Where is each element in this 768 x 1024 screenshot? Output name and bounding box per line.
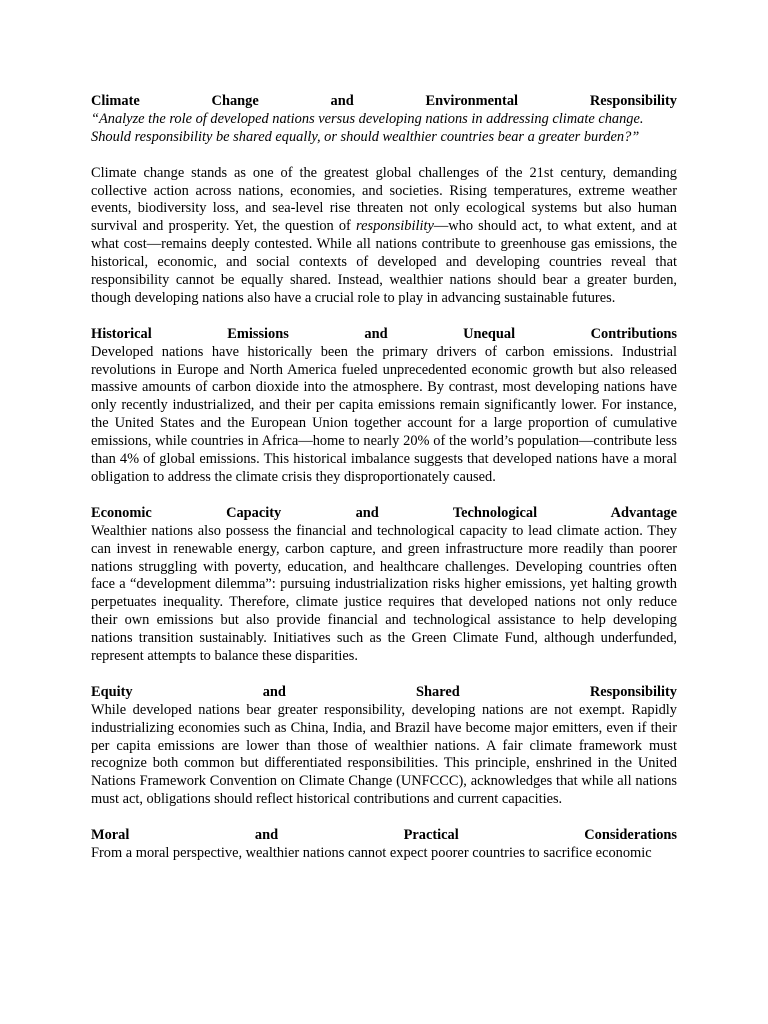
section-heading-moral-practical: Moral and Practical Considerations (91, 827, 677, 844)
paragraph-spacer (91, 809, 677, 827)
intro-text-part1: Climate change stands as one of the greatest global challenges of the 21st century, demanding collective action across nations, economies, and societies. Rising temperatures, extreme weather events, biodiversity loss, and sea-level rise threaten not only ecological systems but also human survival and prosperity. Yet, the question of (91, 164, 677, 235)
essay-prompt: “Analyze the role of developed nations versus developing nations in addressing climate change. Should responsibility be shared equally, or should wealthier countries bear a greater burden?” (91, 110, 644, 145)
section-heading-historical-emissions: Historical Emissions and Unequal Contributions (91, 325, 677, 342)
intro-paragraph (91, 165, 677, 308)
document-page (91, 93, 677, 863)
section-heading-equity: Equity and Shared Responsibility (91, 683, 677, 700)
paragraph-spacer (91, 666, 677, 684)
section-body-equity: While developed nations bear greater responsibility, developing nations are not exempt. Rapidly industrializing economies such as China, India, and Brazil have become major emitters, even if their per capita emissions are lower than those of wealthier nations. A fair climate framework must recognize both common but differentiated responsibilities. This principle, enshrined in the United Nations Framework Convention on Climate Change (UNFCCC), acknowledges that while all nations must act, obligations should reflect historical contributions and current capacities. (91, 701, 677, 808)
section-heading-economic-capacity: Economic Capacity and Technological Advantage (91, 504, 677, 521)
intro-emphasis: responsibility (356, 218, 434, 235)
paragraph-spacer (91, 147, 677, 165)
document-title: Climate Change and Environmental Responsibility (91, 93, 677, 109)
intro-text-part2: —who should act, to what extent, and at what cost—remains deeply contested. While all nations contribute to greenhouse gas emissions, the historical, economic, and social contexts of developed and developing countries reveal that responsibility cannot be equally shared. Instead, wealthier nations should bear a greater burden, though developing nations also have a crucial role to play in advancing sustainable futures. (91, 218, 677, 306)
paragraph-spacer (91, 487, 677, 505)
section-body-moral-practical: From a moral perspective, wealthier nations cannot expect poorer countries to sacrifice economic (91, 844, 652, 861)
section-body-historical-emissions: Developed nations have historically been the primary drivers of carbon emissions. Industrial revolutions in Europe and North America fueled unprecedented economic growth but also released massive amounts of carbon dioxide into the atmosphere. By contrast, most developing nations have only recently industrialized, and their per capita emissions remain significantly lower. For instance, the United States and the European Union together account for a large proportion of cumulative emissions, while countries in Africa—home to nearly 20% of the world’s population—contribute less than 4% of global emissions. This historical imbalance suggests that developed nations have a moral obligation to address the climate crisis they disproportionately caused. (91, 343, 677, 485)
section-body-economic-capacity: Wealthier nations also possess the financial and technological capacity to lead climate action. They can invest in renewable energy, carbon capture, and green infrastructure more readily than poorer nations struggling with poverty, education, and healthcare challenges. Developing countries often face a “development dilemma”: pursuing industrialization risks higher emissions, yet halting growth perpetuates inequality. Therefore, climate justice requires that developed nations not only reduce their own emissions but also provide financial and technological assistance to help developing nations transition sustainably. Initiatives such as the Green Climate Fund, although underfunded, represent attempts to balance these disparities. (91, 522, 677, 665)
paragraph-spacer (91, 308, 677, 326)
